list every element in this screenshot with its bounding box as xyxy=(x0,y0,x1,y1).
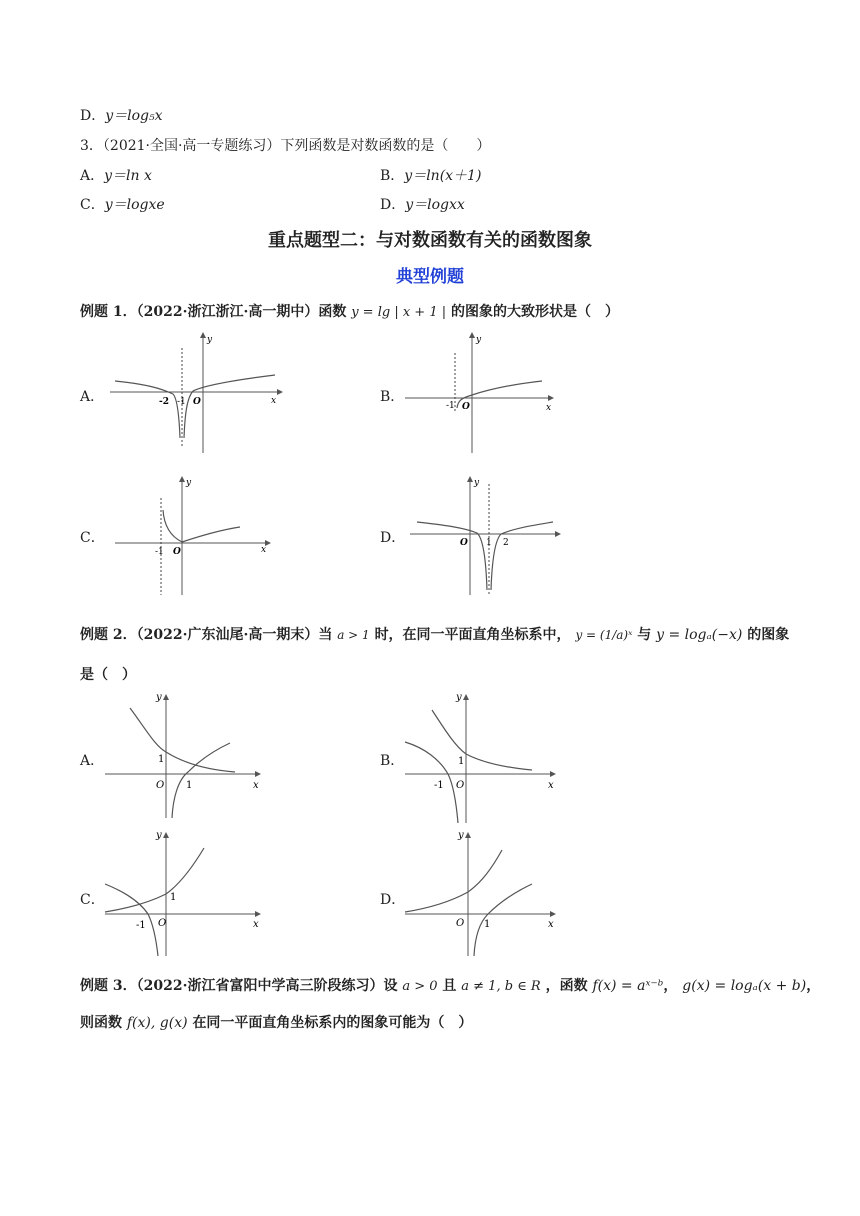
tick-label: -1 xyxy=(155,547,164,557)
ex3-fg: f(x), g(x) xyxy=(126,1015,188,1031)
q3-option-c xyxy=(80,194,165,214)
ex2-stem xyxy=(80,624,789,644)
ex2-label-a: A． xyxy=(80,753,105,769)
y-label: y xyxy=(474,478,480,488)
option-label: B． xyxy=(380,168,405,184)
y-label: y xyxy=(476,335,482,345)
option-expr: y＝ln(x＋1) xyxy=(404,168,482,184)
ex3-stem-d: ， xyxy=(806,978,821,994)
ex3-sep: ， xyxy=(663,978,678,994)
origin-label: O xyxy=(460,538,468,548)
ex3-stem-a: 例题 3．（2022·浙江省富阳中学高三阶段练习）设 xyxy=(80,978,398,994)
prev-option-d xyxy=(80,105,163,125)
exp-curve xyxy=(105,848,204,912)
tick-label: -1 xyxy=(446,401,455,411)
ex1-stem-b: 的图象的大致形状是（ ） xyxy=(450,304,619,320)
q3-option-b xyxy=(380,165,481,185)
x-axis-arrow xyxy=(255,771,261,777)
x-axis-arrow xyxy=(548,395,554,401)
origin-label: O xyxy=(156,780,165,791)
ex1-graph-a xyxy=(105,328,285,458)
tick-label: 1 xyxy=(486,538,492,548)
section-subheading: 典型例题 xyxy=(396,267,464,287)
ex3-line2-b: 在同一平面直角坐标系内的图象可能为（ ） xyxy=(192,1015,473,1031)
q3-stem: 3．（2021·全国·高一专题练习）下列函数是对数函数的是（ ） xyxy=(80,138,491,154)
origin-label: O xyxy=(456,918,465,929)
ex3-stem-b: 且 xyxy=(442,978,457,994)
exp-curve xyxy=(130,708,235,772)
log-curve xyxy=(105,884,158,956)
log-curve xyxy=(405,742,458,823)
y-axis-arrow xyxy=(467,476,473,482)
tick-label: 2 xyxy=(503,538,509,548)
y-label: y xyxy=(458,830,464,841)
option-label: D． xyxy=(80,108,106,124)
section-heading: 重点题型二：与对数函数有关的函数图象 xyxy=(268,230,592,251)
x-label: x xyxy=(253,780,259,791)
option-label: D． xyxy=(380,197,406,213)
ex3-line2-a: 则函数 xyxy=(80,1015,122,1031)
x-axis-arrow xyxy=(555,531,561,537)
ex2-graph-b xyxy=(400,688,570,828)
ex2-graph-d xyxy=(400,826,570,961)
y-label: y xyxy=(156,830,162,841)
ex2-cond: a > 1 xyxy=(337,628,370,642)
q3-option-a xyxy=(80,165,152,185)
ex2-label-b: B． xyxy=(380,753,405,769)
ex1-label-b: B． xyxy=(380,389,405,405)
y-axis-arrow xyxy=(463,694,469,700)
x-label: x xyxy=(271,396,277,406)
x-label: x xyxy=(261,545,267,555)
y-axis-arrow xyxy=(163,694,169,700)
ex3-stem-line2 xyxy=(80,1012,472,1032)
ex1-label-a: A． xyxy=(80,389,105,405)
tick-label: -1 xyxy=(434,780,444,791)
ex2-stem-line2: 是（ ） xyxy=(80,667,136,683)
y-axis-arrow xyxy=(163,832,169,838)
curve-right xyxy=(491,522,553,590)
option-expr: y＝ln x xyxy=(104,168,152,184)
ex3-stem xyxy=(80,975,820,995)
tick-label: -1 xyxy=(136,920,146,931)
ex1-stem xyxy=(80,301,619,321)
option-expr: y＝log₅x xyxy=(105,108,163,124)
y-label: y xyxy=(156,692,162,703)
q3-option-d xyxy=(380,194,465,214)
ex1-label-c: C． xyxy=(80,530,105,546)
option-label: C． xyxy=(80,197,105,213)
ex1-label-d: D． xyxy=(380,530,406,546)
x-axis-arrow xyxy=(550,771,556,777)
ex3-c2: a ≠ 1, b ∈ R xyxy=(461,979,541,994)
y-axis-arrow xyxy=(179,476,185,482)
ex1-graph-c xyxy=(110,470,280,600)
ex3-f: f(x) = aˣ⁻ᵇ xyxy=(592,978,664,994)
y-label: y xyxy=(456,692,462,703)
exp-curve xyxy=(405,850,502,912)
exp-curve xyxy=(432,710,532,770)
x-label: x xyxy=(546,403,552,413)
origin-label: O xyxy=(158,918,167,929)
origin-label: O xyxy=(193,397,201,407)
tick-label: 1 xyxy=(170,892,177,903)
ex2-label-c: C． xyxy=(80,892,105,908)
ex1-graph-d xyxy=(405,470,565,600)
ex3-g: g(x) = logₐ(x + b) xyxy=(682,978,807,994)
tick-label: -1 xyxy=(177,397,186,407)
y-axis-arrow xyxy=(469,332,475,338)
origin-label: O xyxy=(462,402,470,412)
curve-left xyxy=(115,381,180,438)
option-expr: y＝logxx xyxy=(405,197,465,213)
x-label: x xyxy=(548,780,554,791)
x-axis-arrow xyxy=(255,911,261,917)
ex1-stem-a: 例题 1．（2022·浙江浙江·高一期中）函数 xyxy=(80,304,347,320)
curve xyxy=(163,510,240,542)
tick-label: 1 xyxy=(186,780,193,791)
x-axis-arrow xyxy=(550,911,556,917)
ex2-label-d: D． xyxy=(380,892,406,908)
tick-label: -2 xyxy=(159,397,169,407)
ex2-graph-a xyxy=(100,688,270,823)
ex2-f1: y = (1/a)ˣ xyxy=(575,628,633,642)
log-curve xyxy=(172,743,230,818)
ex2-stem-a: 例题 2．（2022·广东汕尾·高一期末）当 xyxy=(80,627,333,643)
ex2-stem-b: 时，在同一平面直角坐标系中， xyxy=(374,627,571,643)
x-label: x xyxy=(548,919,554,930)
y-axis-arrow xyxy=(200,332,206,338)
option-expr: y＝logxe xyxy=(104,197,165,213)
ex1-formula: y = lg | x + 1 | xyxy=(351,305,447,320)
ex2-stem-c: 与 xyxy=(637,627,652,643)
ex2-stem-d: 的图象 xyxy=(747,627,790,643)
tick-label: 1 xyxy=(158,754,165,765)
x-label: x xyxy=(253,919,259,930)
origin-label: O xyxy=(173,547,181,557)
ex3-c1: a > 0 xyxy=(402,979,438,994)
ex1-graph-b xyxy=(400,328,560,458)
ex2-f2: y = logₐ(−x) xyxy=(656,627,743,643)
tick-label: 1 xyxy=(458,756,465,767)
y-label: y xyxy=(207,335,213,345)
x-axis-arrow xyxy=(277,389,283,395)
option-label: A． xyxy=(80,168,105,184)
y-label: y xyxy=(186,478,192,488)
origin-label: O xyxy=(456,780,465,791)
tick-label: 1 xyxy=(484,919,491,930)
log-curve xyxy=(474,884,532,956)
ex2-graph-c xyxy=(100,826,270,961)
curve-left xyxy=(417,522,487,590)
ex3-stem-c: ，函数 xyxy=(545,978,588,994)
y-axis-arrow xyxy=(465,832,471,838)
